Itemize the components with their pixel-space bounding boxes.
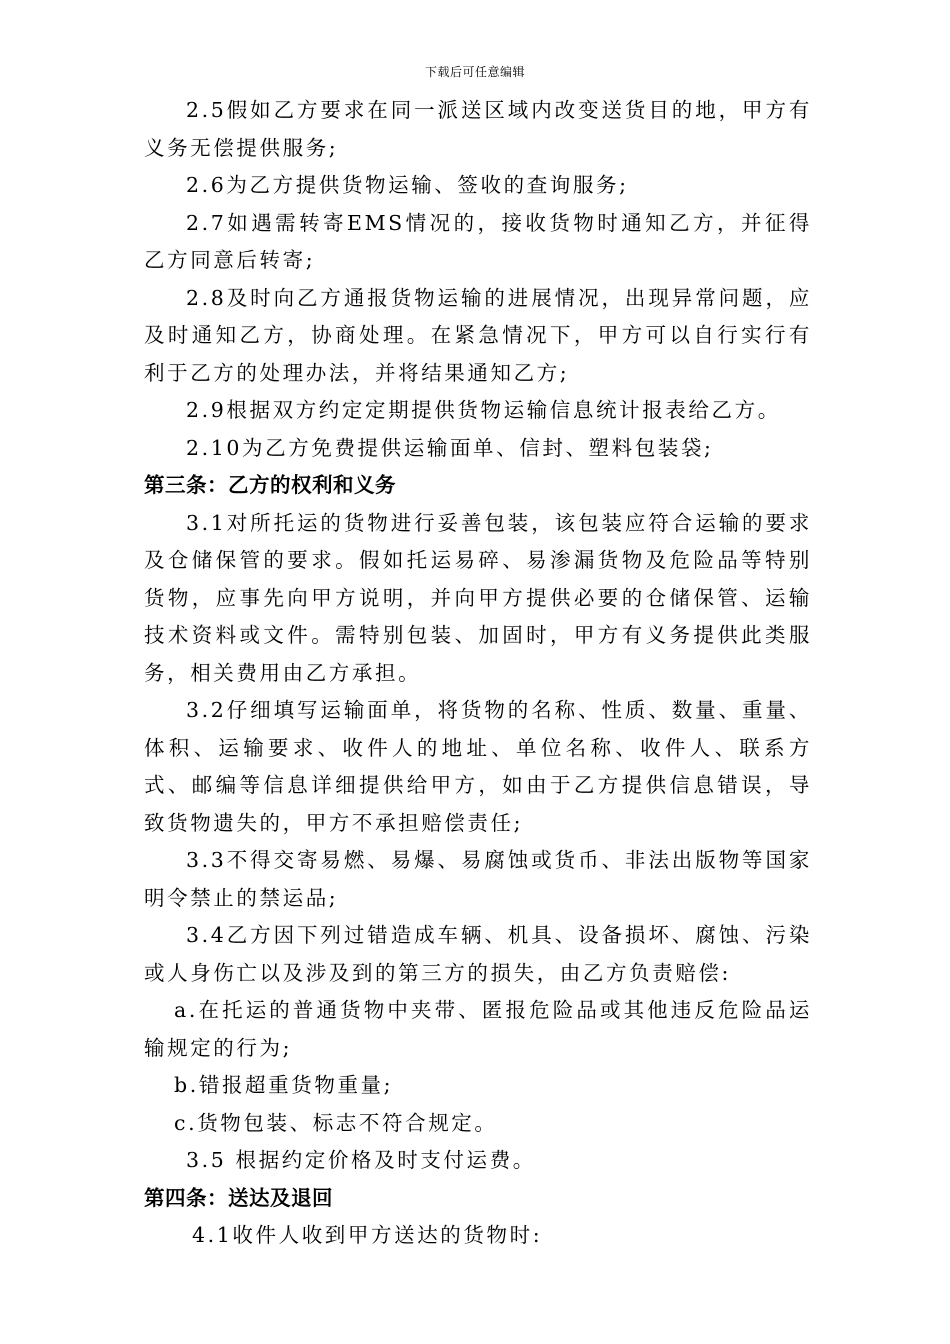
header-note: 下载后可任意编辑 <box>424 65 525 79</box>
clause-3-3: 3.3不得交寄易燃、易爆、易腐蚀或货币、非法出版物等国家明令禁止的禁运品; <box>144 848 812 910</box>
clause-2-5: 2.5假如乙方要求在同一派送区域内改变送货目的地，甲方有义务无偿提供服务; <box>144 98 812 160</box>
clause-2-6: 2.6为乙方提供货物运输、签收的查询服务; <box>186 173 629 197</box>
clause-3-4: 3.4乙方因下列过错造成车辆、机具、设备损坏、腐蚀、污染或人身伤亡以及涉及到的第三方的损失，由乙方负责赔偿: <box>144 923 812 985</box>
clause-4-1: 4.1收件人收到甲方送达的货物时: <box>192 1223 543 1247</box>
clause-3-5: 3.5 根据约定价格及时支付运费。 <box>186 1148 536 1172</box>
clause-2-10: 2.10为乙方免费提供运输面单、信封、塑料包装袋; <box>186 435 714 460</box>
clause-2-8: 2.8及时向乙方通报货物运输的进展情况，出现异常问题，应及时通知乙方，协商处理。在紧急情况下，甲方可以自行实行有利于乙方的处理办法，并将结果通知乙方; <box>144 285 812 385</box>
section-heading-3: 第三条：乙方的权利和义务 <box>144 473 396 497</box>
clause-3-1: 3.1对所托运的货物进行妥善包装，该包装应符合运输的要求及仓储保管的要求。假如托运易碎、易渗漏货物及危险品等特别货物，应事先向甲方说明，并向甲方提供必要的仓储保管、运输技术资料或文件。需特别包装、加固时，甲方有义务提供此类服务，相关费用由乙方承担。 <box>144 510 812 685</box>
clause-3-2: 3.2仔细填写运输面单，将货物的名称、性质、数量、重量、体积、运输要求、收件人的地址、单位名称、收件人、联系方式、邮编等信息详细提供给甲方，如由于乙方提供信息错误，导致货物遗失的，甲方不承担赔偿责任; <box>144 698 812 835</box>
clause-3-4-b: b.错报超重货物重量; <box>174 1073 394 1097</box>
document-body <box>144 92 812 1255</box>
clause-3-4-c: c.货物包装、标志不符合规定。 <box>174 1110 498 1135</box>
clause-3-4-a: a.在托运的普通货物中夹带、匿报危险品或其他违反危险品运输规定的行为; <box>144 998 812 1060</box>
clause-2-9: 2.9根据双方约定定期提供货物运输信息统计报表给乙方。 <box>186 398 781 422</box>
section-heading-4: 第四条：送达及退回 <box>144 1185 333 1210</box>
clause-2-7: 2.7如遇需转寄EMS情况的，接收货物时通知乙方，并征得乙方同意后转寄; <box>144 210 812 272</box>
